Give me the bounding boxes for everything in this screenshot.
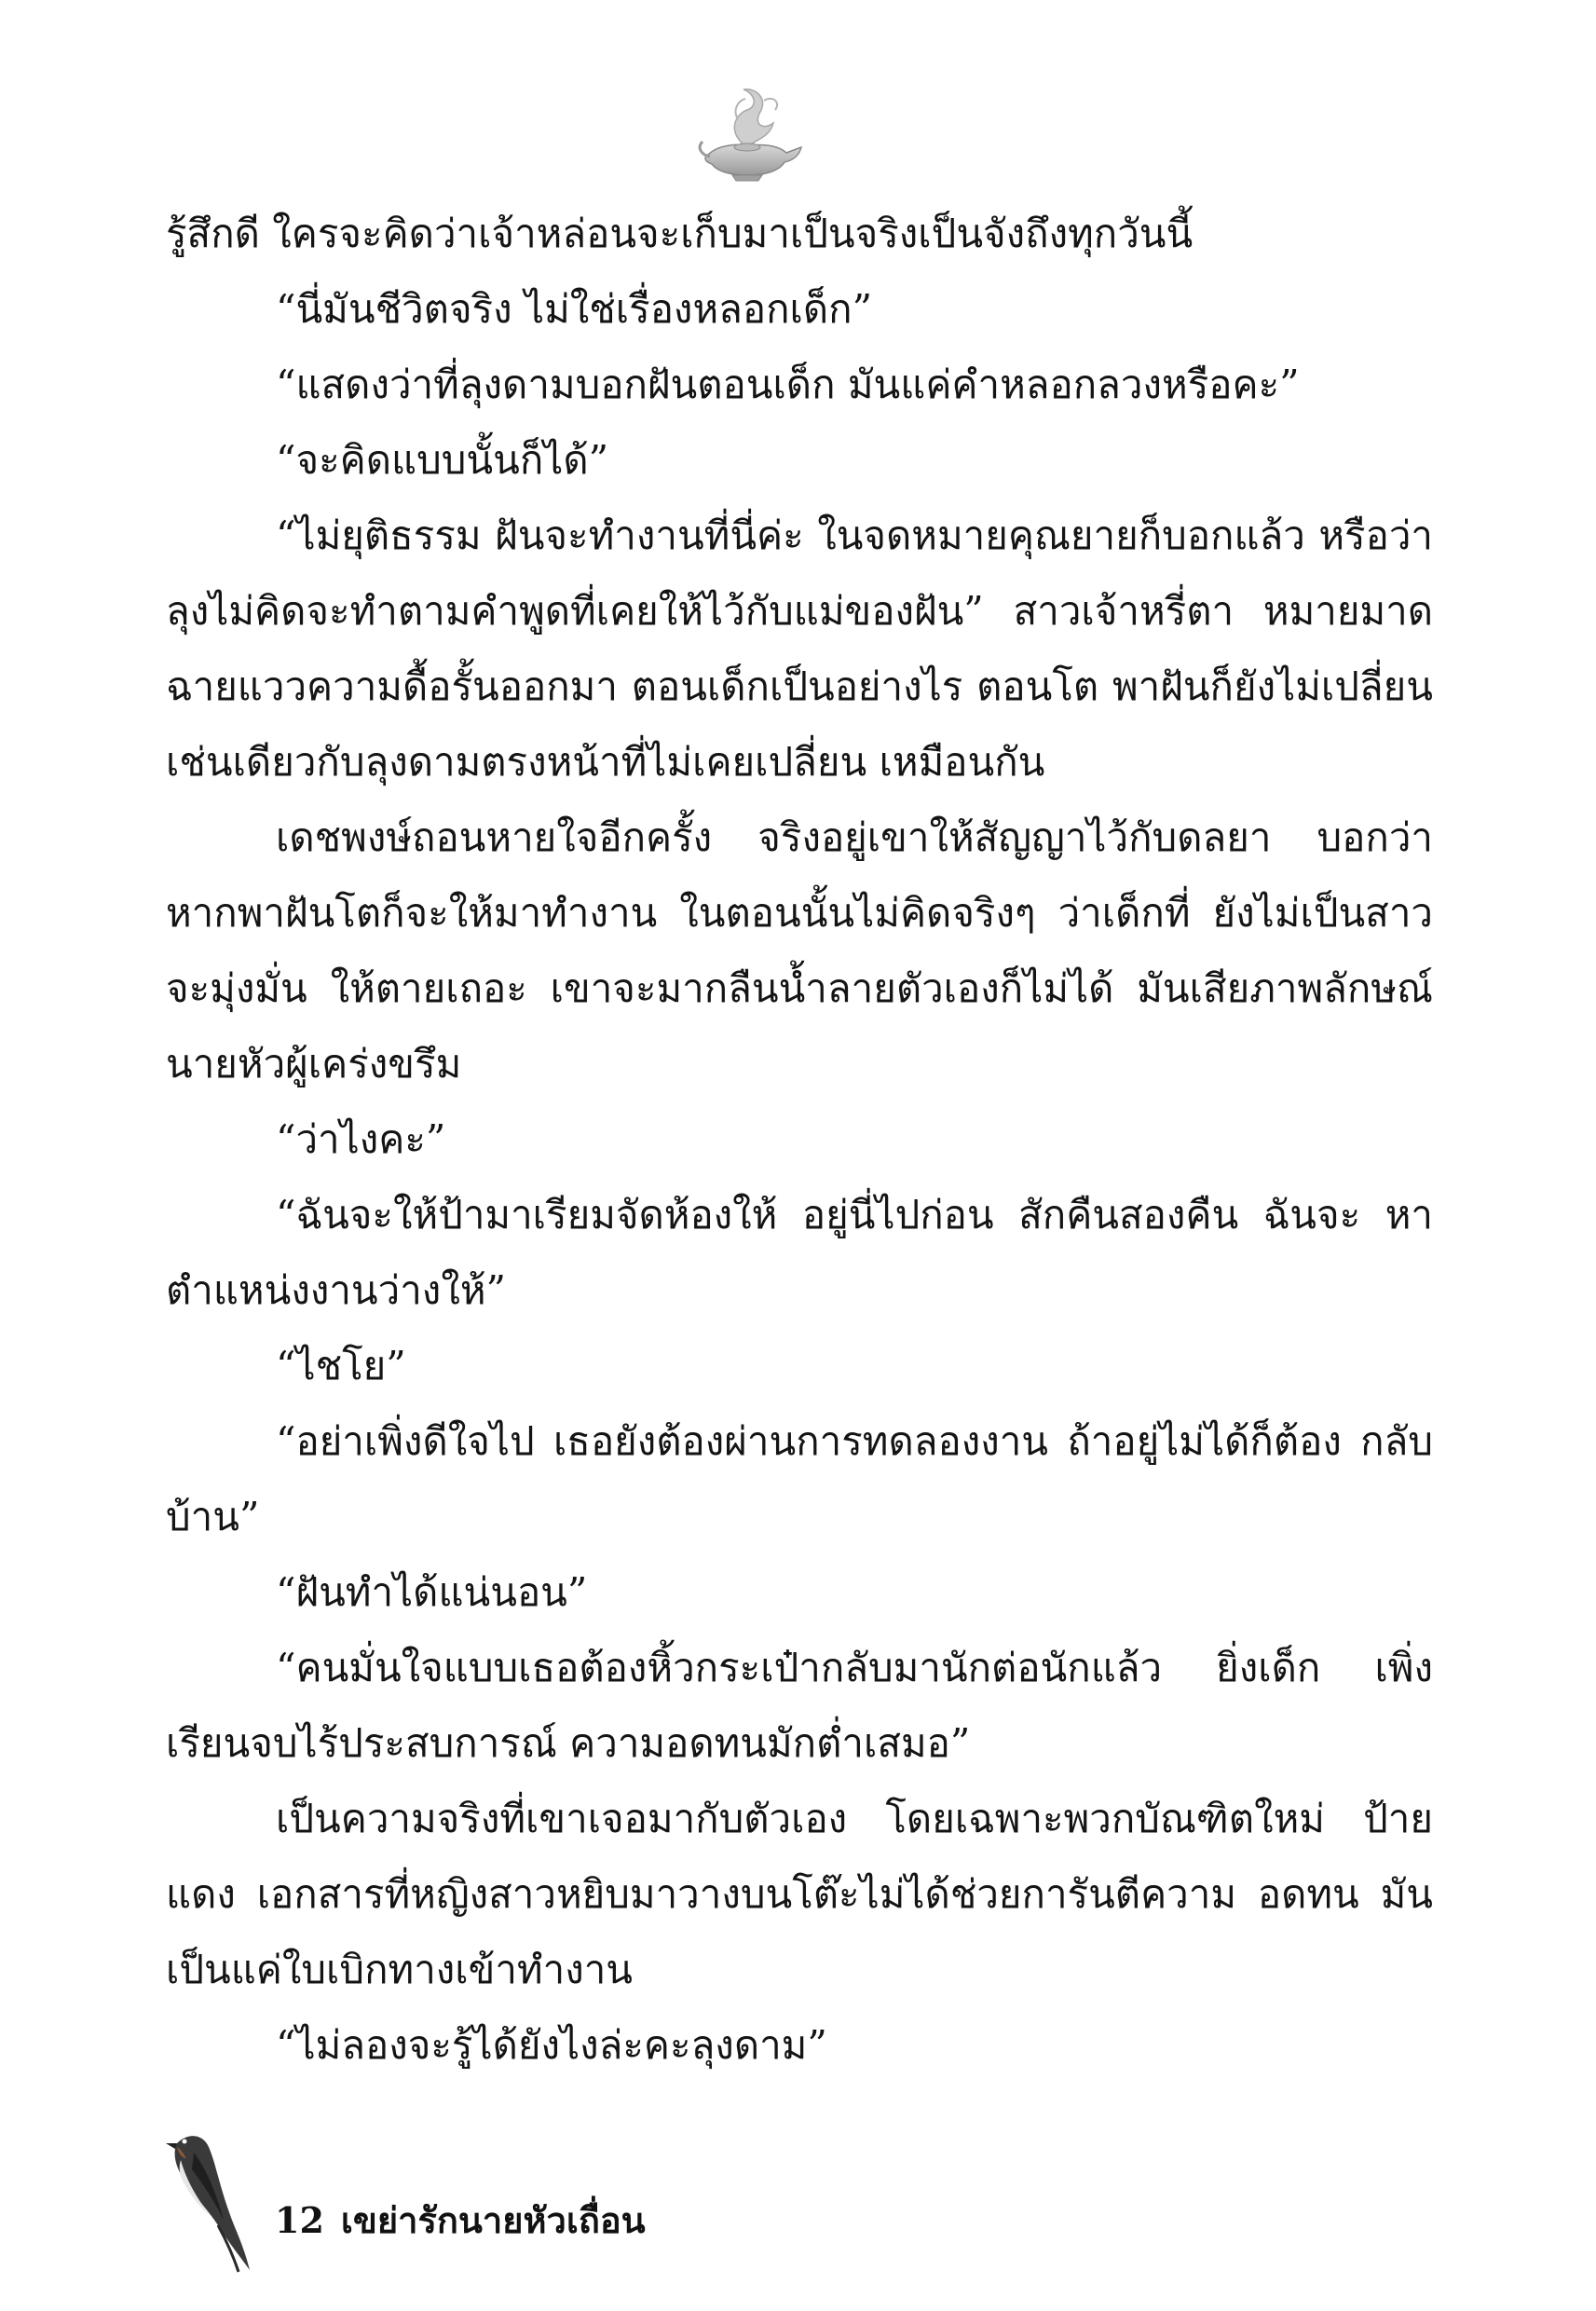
page-body <box>166 196 1433 2227</box>
paragraph: เป็นความจริงที่เขาเจอมากับตัวเอง โดยเฉพาะพวกบัณฑิตใหม่ ป้ายแดง เอกสารที่หญิงสาวหยิบมาวางบนโต๊ะไม่ได้ช่วยการันตีความ อดทน มันเป็นแค่ใบเบิกทางเข้าทำงาน <box>166 1796 1434 1992</box>
paragraph: “นี่มันชีวิตจริง ไม่ใช่เรื่องหลอกเด็ก” <box>276 286 873 332</box>
paragraph: “คนมั่นใจแบบเธอต้องหิ้วกระเป๋ากลับมานักต่อนักแล้ว ยิ่งเด็ก เพิ่งเรียนจบไร้ประสบการณ์ ความอดทนมักต่ำเสมอ” <box>166 1645 1433 1766</box>
page-footer <box>149 2115 988 2283</box>
paragraph: “ไชโย” <box>276 1343 406 1388</box>
paragraph: “ไม่ยุติธรรม ฝันจะทำงานที่นี่ค่ะ ในจดหมายคุณยายก็บอกแล้ว หรือว่าลุงไม่คิดจะทำตามคำพูดที่เคยให้ไว้กับแม่ของฝัน” สาวเจ้าหรี่ตา หมายมาดฉายแววความดื้อรั้นออกมา ตอนเด็กเป็นอย่างไร ตอนโต พาฝันก็ยังไม่เปลี่ยน เช่นเดียวกับลุงดามตรงหน้าที่ไม่เคยเปลี่ยน เหมือนกัน <box>166 513 1433 785</box>
paragraph: “ฝันทำได้แน่นอน” <box>276 1569 588 1615</box>
page-folio <box>275 2192 646 2249</box>
swallow-bird-icon <box>149 2115 252 2274</box>
page-number: 12 <box>275 2199 324 2241</box>
paragraph: “จะคิดแบบนั้นก็ได้” <box>276 437 609 483</box>
book-title: เขย่ารักนายหัวเถื่อน <box>340 2199 646 2241</box>
paragraph: รู้สึกดี ใครจะคิดว่าเจ้าหล่อนจะเก็บมาเป็นจริงเป็นจังถึงทุกวันนี้ <box>166 211 1194 256</box>
paragraph: “ไม่ลองจะรู้ได้ยังไงล่ะคะลุงดาม” <box>276 2022 827 2068</box>
paragraph: “ว่าไงคะ” <box>276 1116 446 1162</box>
paragraph: เดชพงษ์ถอนหายใจอีกครั้ง จริงอยู่เขาให้สัญญาไว้กับดลยา บอกว่าหากพาฝันโตก็จะให้มาทำงาน ในตอนนั้นไม่คิดจริงๆ ว่าเด็กที่ ยังไม่เป็นสาวจะมุ่งมั่น ให้ตายเถอะ เขาจะมากลืนน้ำลายตัวเองก็ไม่ได้ มันเสียภาพลักษณ์นายหัวผู้เคร่งขรึม <box>166 814 1433 1087</box>
paragraph: “อย่าเพิ่งดีใจไป เธอยังต้องผ่านการทดลองงาน ถ้าอยู่ไม่ได้ก็ต้อง กลับบ้าน” <box>166 1418 1433 1539</box>
genie-lamp-icon <box>689 82 811 185</box>
paragraph: “แสดงว่าที่ลุงดามบอกฝันตอนเด็ก มันแค่คำหลอกลวงหรือคะ” <box>276 362 1300 407</box>
paragraph: “ฉันจะให้ป้ามาเรียมจัดห้องให้ อยู่นี่ไปก่อน สักคืนสองคืน ฉันจะ หาตำแหน่งงานว่างให้” <box>166 1192 1433 1313</box>
